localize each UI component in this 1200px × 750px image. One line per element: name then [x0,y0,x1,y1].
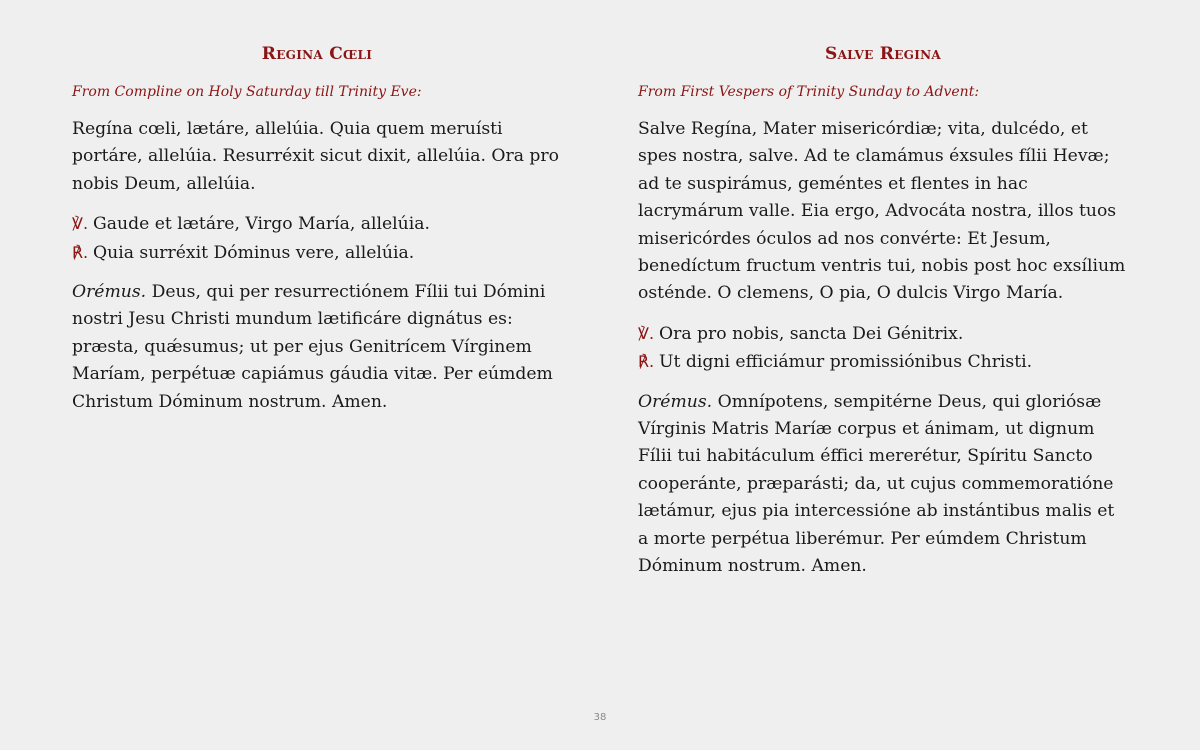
versicle-text: Ora pro nobis, sancta Dei Génitrix. [659,323,964,344]
collect-text: Omnípotens, sempitérne Deus, qui gloriósæ Vírginis Matris Maríæ corpus et ánimam, ut dignum Fílii tui habitáculum éffici mererétur, Spíritu Sancto cooperánte, præparásti; da, ut cujus commemoratióne lætámur, ejus pia intercessióne ab instántibus malis et a morte perpétua liberémur. Per eúmdem Christum Dóminum nostrum. Amen. [638,391,1115,577]
response-text: Ut digni efficiámur promissiónibus Christi. [659,352,1033,373]
versicle-text: Gaude et lætáre, Virgo María, allelúia. [93,214,430,235]
antiphon-text: Salve Regína, Mater misericórdiæ; vita, dulcédo, et spes nostra, salve. Ad te clamámus éxsules fílii Hevæ; ad te suspirámus, geméntes et flentes in hac lacrymárum valle. Eia ergo, Advocáta nostra, illos tuos misericórdes óculos ad nos convérte: Et Jesum, benedíctum fructum ventris tui, nobis post hoc exsílium osténde. O clemens, O pia, O dulcis Virgo María. [638,119,1126,304]
versicle-line [638,320,1128,348]
versicle-response [72,210,562,267]
response-text: Quia surréxit Dóminus vere, allelúia. [93,242,415,263]
collect-text: Deus, qui per resurrectiónem Fílii tui Dómini nostri Jesu Christi mundum lætificáre dignátus es: præsta, quǽsumus; ut per ejus Genitrícem Vírginem Maríam, perpétuæ capiámus gáudia vitæ. Per eúmdem Christum Dóminum nostrum. Amen. [72,282,553,412]
versicle-response [638,320,1128,377]
response-sign: ℟. [72,242,89,262]
antiphon-text: Regína cœli, lætáre, allelúia. Quia quem meruísti portáre, allelúia. Resurréxit sicut dixit, allelúia. Ora pro nobis Deum, allelúia. [72,119,559,194]
versicle-line [72,210,562,238]
rubric: From Compline on Holy Saturday till Trinity Eve: [72,84,422,100]
rubric: From First Vespers of Trinity Sunday to Advent: [638,84,980,100]
oremus-label: Orémus. [638,391,713,412]
response-line [638,348,1128,376]
versicle-sign: ℣. [72,214,89,234]
prayer-body [72,116,562,428]
oremus-label: Orémus. [72,282,147,303]
response-line [72,239,562,267]
response-sign: ℟. [638,352,655,372]
collect-paragraph [638,389,1128,581]
prayer-body [638,116,1128,593]
collect-paragraph [72,279,562,416]
page-number: 38 [593,712,607,723]
page-title: Salve Regina [825,44,941,64]
versicle-sign: ℣. [638,323,655,343]
page-title: Regina Cœli [261,44,373,64]
